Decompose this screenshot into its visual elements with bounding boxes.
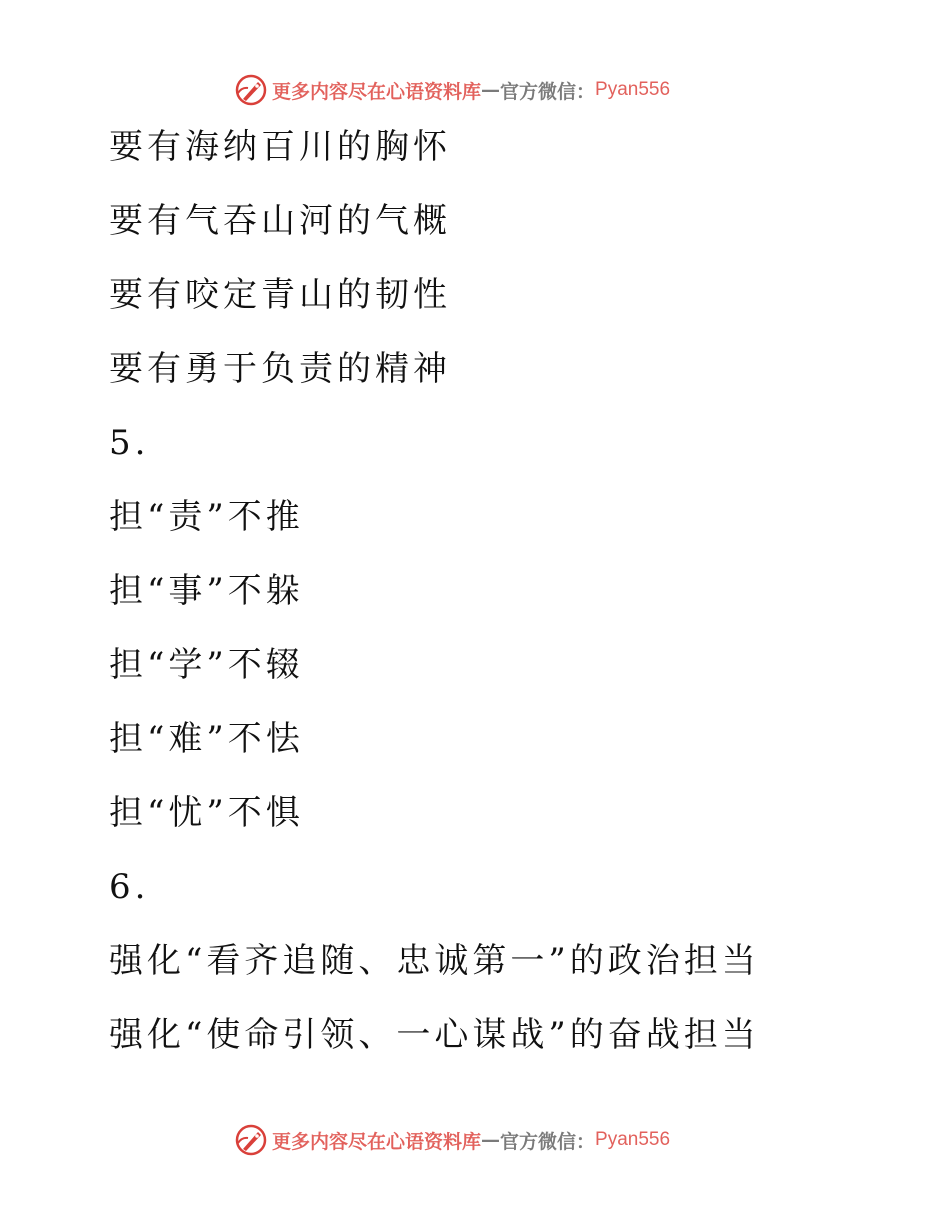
watermark-wechat-id: Pyan556 [595,79,671,100]
section-number: 6. [109,867,150,907]
watermark-dash: — [481,1129,501,1151]
header-watermark [234,72,670,108]
text-line: 强化“使命引领、一心谋战”的奋战担当 [109,1015,760,1055]
text-line: 要有勇于负责的精神 [109,349,451,389]
text-line: 要有海纳百川的胸怀 [109,127,451,167]
document-body [109,118,909,1080]
text-line: 担“责”不推 [109,497,304,537]
text-line: 担“忧”不惧 [109,793,304,833]
footer-watermark [234,1122,670,1158]
text-line: 强化“看齐追随、忠诚第一”的政治担当 [109,941,760,981]
watermark-dash: — [481,79,501,101]
watermark-main-text: 更多内容尽在心语资料库 [272,80,482,103]
text-line: 要有咬定青山的韧性 [109,275,451,315]
text-line: 担“事”不躲 [109,571,304,611]
watermark-sub-text: 官方微信： [500,80,596,103]
watermark-sub-text: 官方微信： [500,1130,596,1153]
text-line: 担“学”不辍 [109,645,304,685]
watermark-wechat-id: Pyan556 [595,1129,671,1150]
pen-nib-logo-icon [234,1123,268,1157]
watermark-main-text: 更多内容尽在心语资料库 [272,1130,482,1153]
section-number: 5. [109,423,150,463]
text-line: 担“难”不怯 [109,719,304,759]
text-line: 要有气吞山河的气概 [109,201,451,241]
pen-nib-logo-icon [234,73,268,107]
